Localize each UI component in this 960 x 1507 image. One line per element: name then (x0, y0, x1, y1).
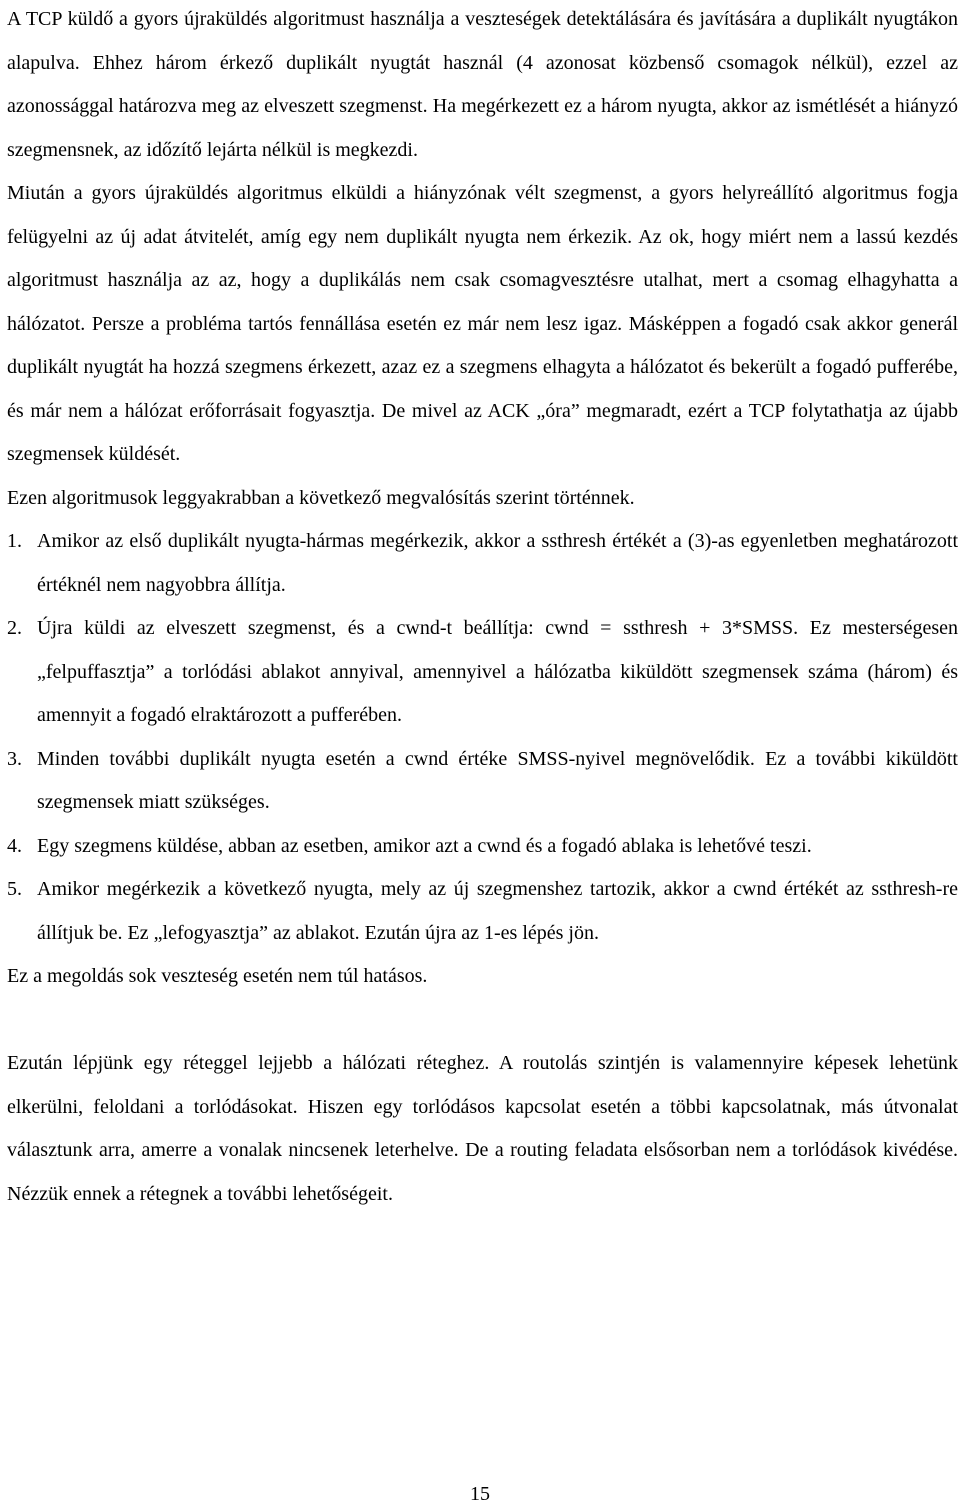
list-item (7, 825, 958, 869)
list-item-number: 2. (7, 617, 22, 639)
paragraph-spacer (7, 999, 958, 1043)
page-number: 15 (470, 1483, 490, 1505)
list-item-number: 5. (7, 878, 22, 900)
document-page (7, 0, 958, 1216)
list-item (7, 868, 958, 955)
list-item (7, 738, 958, 825)
list-item-text: Újra küldi az elveszett szegmenst, és a cwnd-t beállítja: cwnd = ssthresh + 3*SMSS. Ez mesterségesen „felpuffasztja” a torlódási ablakot annyival, amennyivel a hálózatba kiküldött szegmensek száma (három) és amennyit a fogadó elraktározott a pufferében. (37, 617, 958, 726)
algorithm-steps-list (7, 520, 958, 955)
list-item (7, 520, 958, 607)
list-item-text: Amikor megérkezik a következő nyugta, mely az új szegmenshez tartozik, akkor a cwnd értékét az ssthresh-re állítjuk be. Ez „lefogyasztja” az ablakot. Ezután újra az 1-es lépés jön. (37, 878, 958, 944)
paragraph-fast-retransmit: A TCP küldő a gyors újraküldés algoritmust használja a veszteségek detektálására és javítására a duplikált nyugtákon alapulva. Ehhez három érkező duplikált nyugtát használ (4 azonosat közbenső csomagok nélkül), ezzel az azonossággal határozva meg az elveszett szegmenst. Ha megérkezett ez a három nyugta, akkor az ismétlését a hiányzó szegmensnek, az időzítő lejárta nélkül is megkezdi. (7, 8, 958, 161)
list-item-number: 1. (7, 530, 22, 552)
paragraph-network-layer: Ezután lépjünk egy réteggel lejjebb a hálózati réteghez. A routolás szintjén is valamennyire képesek lehetünk elkerülni, feloldani a torlódásokat. Hiszen egy torlódásos kapcsolat esetén a többi kapcsolatnak, más útvonalat választunk arra, amerre a vonalak nincsenek leterhelve. De a routing feladata elsősorban nem a torlódások kivédése. Nézzük ennek a rétegnek a további lehetőségeit. (7, 1052, 958, 1205)
paragraph-conclusion: Ez a megoldás sok veszteség esetén nem túl hatásos. (7, 965, 428, 987)
list-item-text: Minden további duplikált nyugta esetén a cwnd értéke SMSS-nyivel megnövelődik. Ez a további kiküldött szegmensek miatt szükséges. (37, 747, 958, 813)
list-item-number: 3. (7, 747, 22, 770)
paragraph-algorithm-intro: Ezen algoritmusok leggyakrabban a következő megvalósítás szerint történnek. (7, 486, 635, 509)
list-item-text: Egy szegmens küldése, abban az esetben, amikor azt a cwnd és a fogadó ablaka is lehetővé teszi. (37, 834, 812, 857)
list-item-text: Amikor az első duplikált nyugta-hármas megérkezik, akkor a ssthresh értékét a (3)-as egyenletben meghatározott értéknél nem nagyobbra állítja. (37, 530, 958, 596)
list-item-number: 4. (7, 834, 22, 857)
list-item (7, 607, 958, 738)
paragraph-fast-recovery: Miután a gyors újraküldés algoritmus elküldi a hiányzónak vélt szegmenst, a gyors helyreállító algoritmus fogja felügyelni az új adat átvitelét, amíg egy nem duplikált nyugta nem érkezik. Az ok, hogy miért nem a lassú kezdés algoritmust használja az az, hogy a duplikálás nem csak csomagvesztésre utalhat, mert a csomag elhagyhatta a hálózatot. Persze a probléma tartós fennállása esetén ez már nem lesz igaz. Másképpen a fogadó csak akkor generál duplikált nyugtát ha hozzá szegmens érkezett, azaz ez a szegmens elhagyta a hálózatot és bekerült a fogadó pufferébe, és már nem a hálózat erőforrásait fogyasztja. De mivel az ACK „óra” megmaradt, ezért a TCP folytathatja az újabb szegmensek küldését. (7, 182, 958, 465)
